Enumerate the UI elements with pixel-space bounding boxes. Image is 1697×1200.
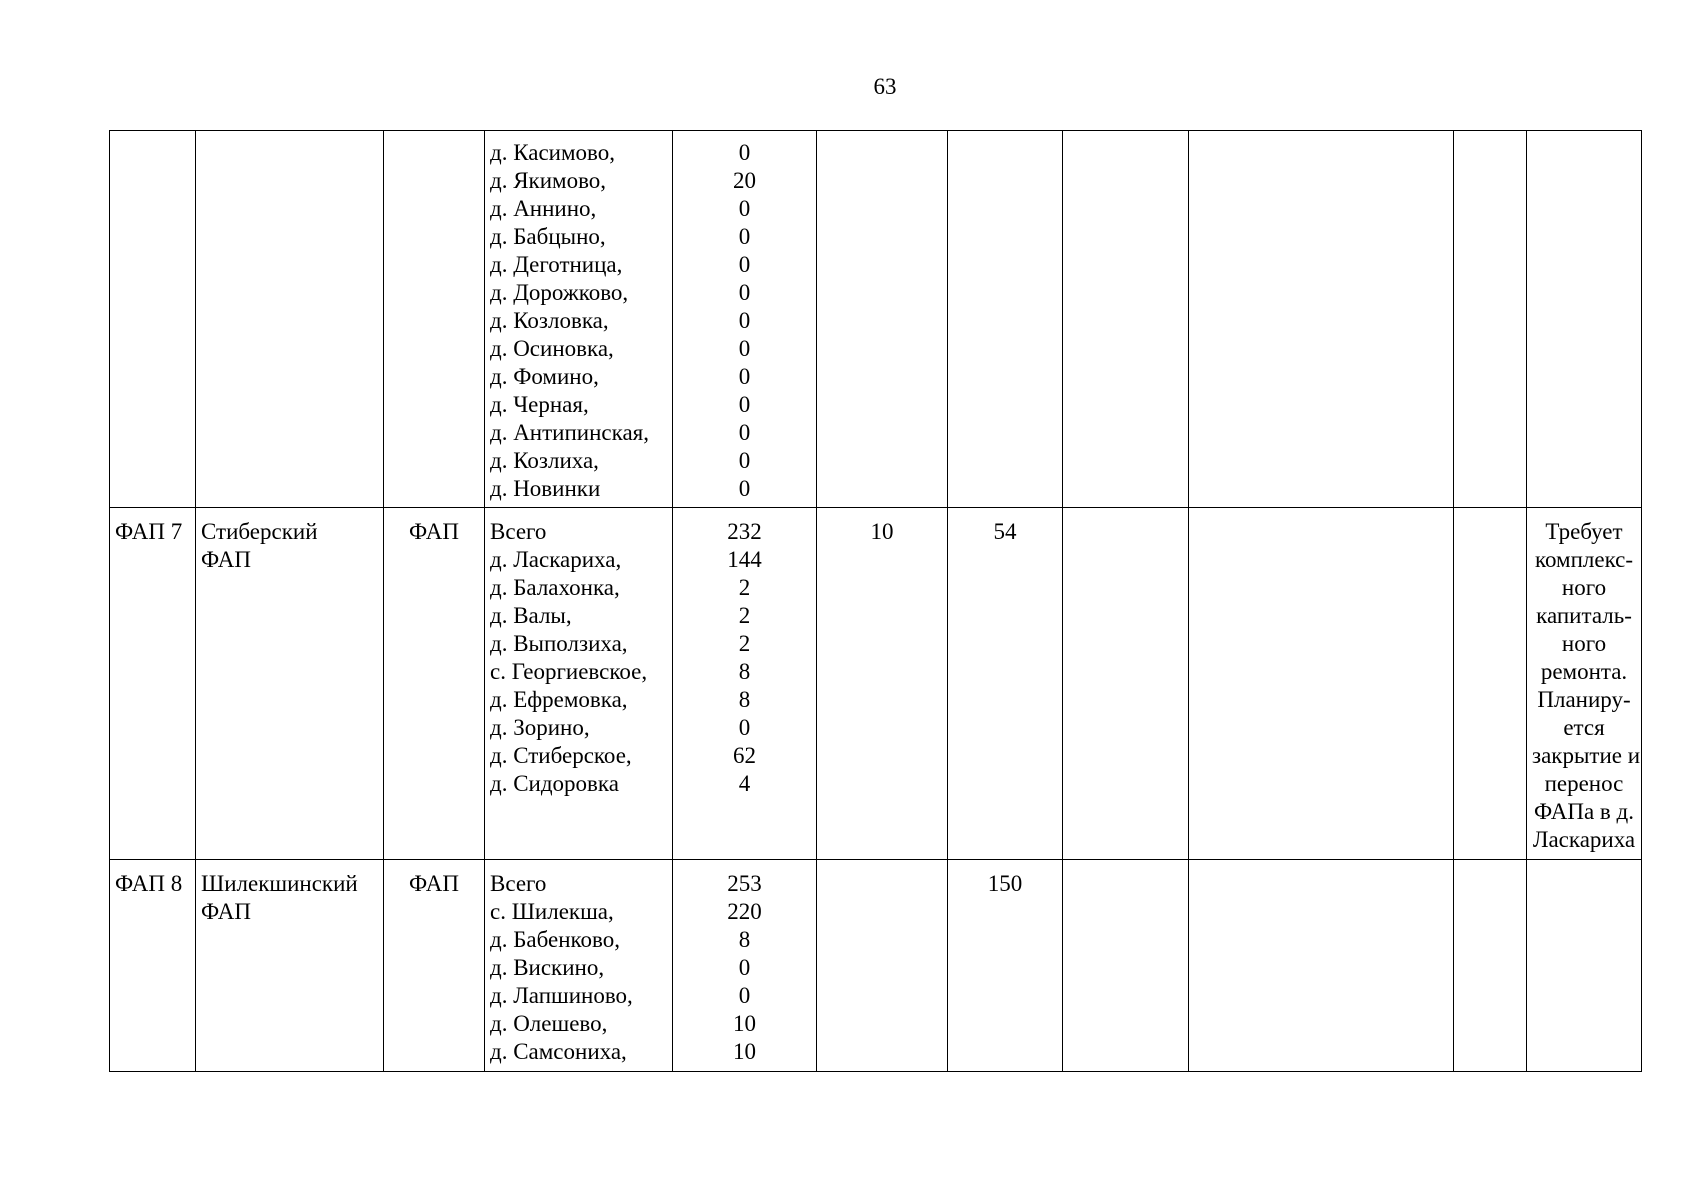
places-line: д. Деготница, bbox=[490, 252, 623, 277]
places-line: д. Касимово, bbox=[490, 140, 615, 165]
population-line: 20 bbox=[733, 168, 756, 193]
population-line: 10 bbox=[733, 1011, 756, 1036]
places-line: д. Якимово, bbox=[490, 168, 607, 193]
column-9-cell bbox=[1189, 131, 1454, 508]
population-cell bbox=[673, 860, 817, 1072]
table-row bbox=[110, 131, 1642, 508]
population-line: 232 bbox=[727, 519, 762, 544]
note-line: ФАПа в д. bbox=[1534, 799, 1634, 824]
population-cell bbox=[673, 131, 817, 508]
settlements-cell bbox=[485, 131, 673, 508]
places-line: д. Лапшиново, bbox=[490, 983, 633, 1008]
column-8-cell bbox=[1063, 131, 1189, 508]
fap-name-cell bbox=[196, 131, 384, 508]
fap-table bbox=[109, 130, 1642, 1072]
places-line: д. Ефремовка, bbox=[490, 687, 628, 712]
population-line: 0 bbox=[738, 224, 751, 249]
population-line: 0 bbox=[738, 308, 751, 333]
fap-name-cell bbox=[196, 508, 384, 860]
column-7-cell: 54 bbox=[948, 508, 1063, 860]
facility-type-cell: ФАП bbox=[384, 508, 485, 860]
note-line: ется bbox=[1563, 715, 1605, 740]
places-line: с. Георгиевское, bbox=[490, 659, 648, 684]
note-line: комплекс- bbox=[1534, 547, 1634, 572]
note-cell bbox=[1527, 131, 1642, 508]
facility-type-cell: ФАП bbox=[384, 860, 485, 1072]
places-line: д. Балахонка, bbox=[490, 575, 620, 600]
column-8-cell bbox=[1063, 860, 1189, 1072]
population-line: 0 bbox=[738, 364, 751, 389]
population-line: 0 bbox=[738, 336, 751, 361]
population-line: 144 bbox=[727, 547, 762, 572]
note-line: капиталь- bbox=[1536, 603, 1632, 628]
places-line: д. Вискино, bbox=[490, 955, 605, 980]
population-line: 10 bbox=[733, 1039, 756, 1064]
column-10-cell bbox=[1454, 860, 1527, 1072]
population-line: 0 bbox=[738, 476, 751, 501]
column-7-cell bbox=[948, 131, 1063, 508]
places-line: д. Бабенково, bbox=[490, 927, 620, 952]
population-line: 0 bbox=[738, 280, 751, 305]
name-line: Стиберский bbox=[201, 519, 318, 544]
places-line: д. Зорино, bbox=[490, 715, 590, 740]
population-line: 62 bbox=[733, 743, 756, 768]
population-line: 4 bbox=[738, 771, 751, 796]
population-line: 2 bbox=[738, 631, 751, 656]
population-line: 2 bbox=[738, 603, 751, 628]
population-line: 0 bbox=[738, 140, 751, 165]
note-cell bbox=[1527, 860, 1642, 1072]
note-line: ного bbox=[1561, 631, 1607, 656]
places-line: д. Аннино, bbox=[490, 196, 597, 221]
note-line: ремонта. bbox=[1540, 659, 1628, 684]
places-line: д. Сидоровка bbox=[490, 771, 619, 796]
population-line: 0 bbox=[738, 983, 751, 1008]
population-line: 0 bbox=[738, 715, 751, 740]
column-9-cell bbox=[1189, 860, 1454, 1072]
column-9-cell bbox=[1189, 508, 1454, 860]
note-line: перенос bbox=[1544, 771, 1624, 796]
places-line: д. Антипинская, bbox=[490, 420, 649, 445]
page-number: 63 bbox=[873, 74, 897, 99]
name-line: ФАП bbox=[201, 547, 251, 572]
population-line: 0 bbox=[738, 196, 751, 221]
places-line: д. Самсониха, bbox=[490, 1039, 627, 1064]
population-line: 8 bbox=[738, 687, 751, 712]
population-line: 220 bbox=[727, 899, 762, 924]
name-line: ФАП bbox=[201, 899, 251, 924]
population-line: 8 bbox=[738, 927, 751, 952]
places-line: д. Фомино, bbox=[490, 364, 599, 389]
places-line: Всего bbox=[490, 871, 547, 896]
facility-type-cell bbox=[384, 131, 485, 508]
places-line: д. Черная, bbox=[490, 392, 589, 417]
settlements-cell bbox=[485, 860, 673, 1072]
column-7-cell: 150 bbox=[948, 860, 1063, 1072]
table-row bbox=[110, 860, 1642, 1072]
places-line: д. Валы, bbox=[490, 603, 572, 628]
note-line: Планиру- bbox=[1537, 687, 1631, 712]
places-line: д. Ласкариха, bbox=[490, 547, 622, 572]
name-line: Шилекшинский bbox=[201, 871, 358, 896]
note-cell bbox=[1527, 508, 1642, 860]
fap-code-cell bbox=[110, 131, 196, 508]
note-line: закрытие и bbox=[1532, 743, 1641, 768]
places-line: Всего bbox=[490, 519, 547, 544]
places-line: д. Бабцыно, bbox=[490, 224, 606, 249]
note-line: Ласкариха bbox=[1532, 827, 1636, 852]
table-row bbox=[110, 508, 1642, 860]
places-line: д. Козлиха, bbox=[490, 448, 599, 473]
population-line: 0 bbox=[738, 420, 751, 445]
places-line: д. Выползиха, bbox=[490, 631, 628, 656]
column-6-cell bbox=[817, 131, 948, 508]
column-10-cell bbox=[1454, 508, 1527, 860]
population-line: 0 bbox=[738, 448, 751, 473]
column-6-cell: 10 bbox=[817, 508, 948, 860]
places-line: д. Новинки bbox=[490, 476, 601, 501]
places-line: д. Стиберское, bbox=[490, 743, 632, 768]
population-line: 0 bbox=[738, 955, 751, 980]
population-line: 2 bbox=[738, 575, 751, 600]
places-line: д. Осиновка, bbox=[490, 336, 614, 361]
note-line: ного bbox=[1561, 575, 1607, 600]
population-line: 0 bbox=[738, 252, 751, 277]
fap-code-cell: ФАП 7 bbox=[110, 508, 196, 860]
fap-name-cell bbox=[196, 860, 384, 1072]
fap-code-cell: ФАП 8 bbox=[110, 860, 196, 1072]
column-6-cell bbox=[817, 860, 948, 1072]
places-line: д. Дорожково, bbox=[490, 280, 629, 305]
column-10-cell bbox=[1454, 131, 1527, 508]
note-line: Требует bbox=[1545, 519, 1623, 544]
column-8-cell bbox=[1063, 508, 1189, 860]
population-line: 8 bbox=[738, 659, 751, 684]
places-line: д. Козловка, bbox=[490, 308, 609, 333]
population-line: 0 bbox=[738, 392, 751, 417]
settlements-cell bbox=[485, 508, 673, 860]
places-line: д. Олешево, bbox=[490, 1011, 608, 1036]
places-line: с. Шилекша, bbox=[490, 899, 614, 924]
population-line: 253 bbox=[727, 871, 762, 896]
population-cell bbox=[673, 508, 817, 860]
